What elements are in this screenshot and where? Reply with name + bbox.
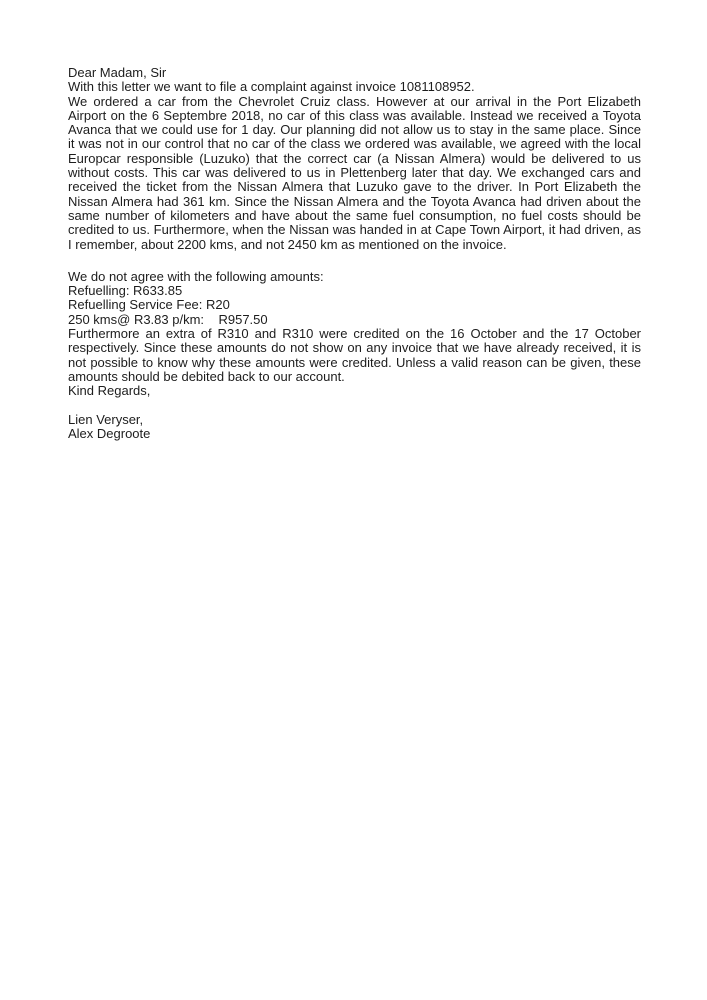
amount-line-kilometers: 250 kms@ R3.83 p/km: R957.50 xyxy=(68,311,268,327)
signature-block xyxy=(68,413,641,442)
amount-line-refuelling-service-fee: Refuelling Service Fee: R20 xyxy=(68,297,230,313)
signatory-name-2: Alex Degroote xyxy=(68,425,151,441)
disputed-amounts-heading: We do not agree with the following amounts: xyxy=(68,268,324,284)
letter-content xyxy=(68,66,641,441)
closing: Kind Regards, xyxy=(68,383,151,399)
signatory-name-1: Lien Veryser, xyxy=(68,411,144,427)
body-paragraph-2: Furthermore an extra of R310 and R310 were credited on the 16 October and the 17 October respectively. Since these amounts do not show on any invoice that we have already received, it is not possible to know why these amounts were credited. Unless a valid reason can be given, these amounts should be debited back to our account. xyxy=(68,326,641,384)
disputed-amounts-block xyxy=(68,270,641,327)
intro-line: With this letter we want to file a complaint against invoice 1081108952. xyxy=(68,79,475,95)
salutation: Dear Madam, Sir xyxy=(68,65,167,80)
body-paragraph-1: We ordered a car from the Chevrolet Cruiz class. However at our arrival in the Port Elizabeth Airport on the 6 Septembre 2018, no car of this class was available. Instead we received a Toyota Avanca that we could use for 1 day. Our planning did not allow us to stay in the same place. Since it was not in our control that no car of the class we ordered was available, we agreed with the local Europcar responsible (Luzuko) that the correct car (a Nissan Almera) would be delivered to us without costs. This car was delivered to us in Plettenberg later that day. We exchanged cars and received the ticket from the Nissan Almera that Luzuko gave to the driver. In Port Elizabeth the Nissan Almera had 361 km. Since the Nissan Almera and the Toyota Avanca had driven about the same number of kilometers and have about the same fuel consumption, no fuel costs should be credited to us. Furthermore, when the Nissan was handed in at Cape Town Airport, it had driven, as I remember, about 2200 kms, and not 2450 km as mentioned on the invoice. xyxy=(68,93,641,252)
amount-line-refuelling: Refuelling: R633.85 xyxy=(68,283,183,299)
